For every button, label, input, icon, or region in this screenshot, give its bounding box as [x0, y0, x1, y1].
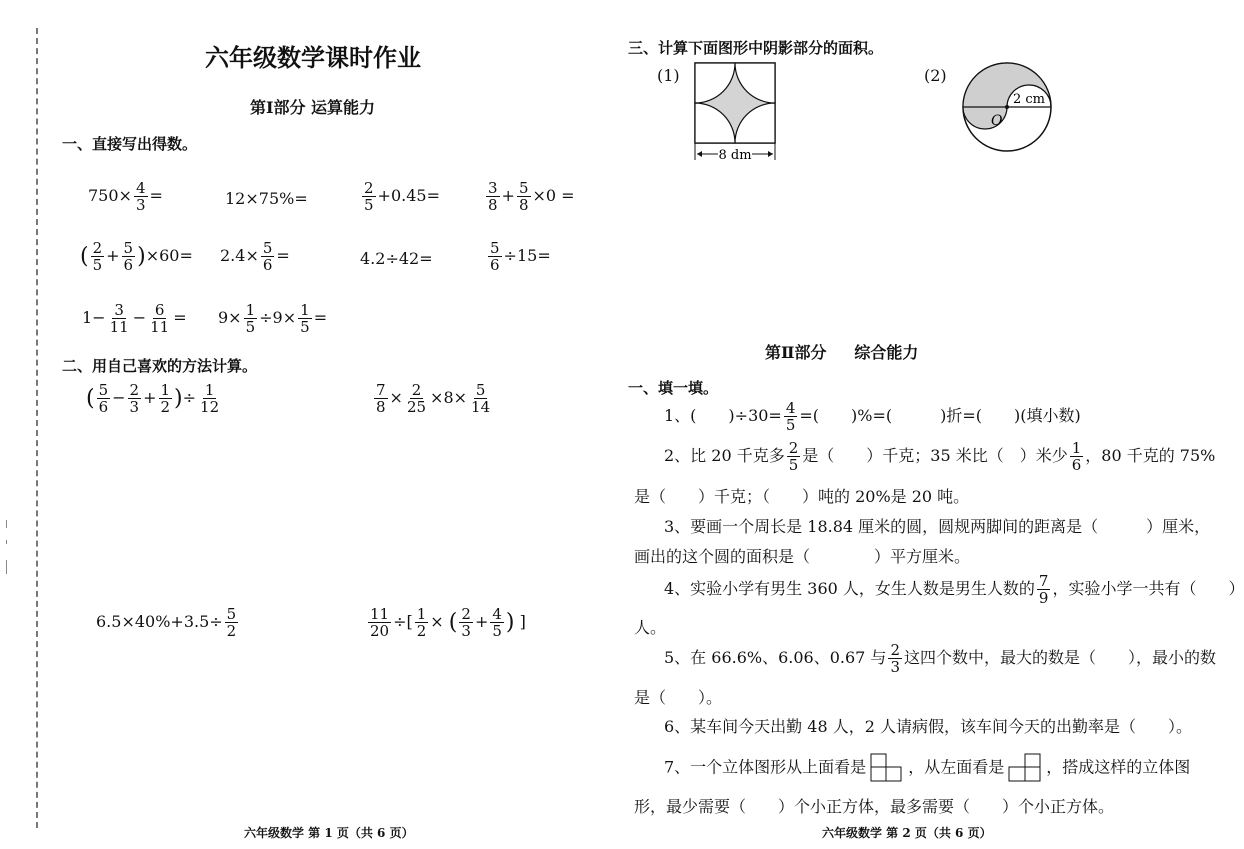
section3-heading: 三、计算下面图形中阴影部分的面积。 — [628, 39, 884, 57]
left-footer: 六年级数学 第 1 页（共 6 页） — [244, 826, 414, 840]
binding-mark — [6, 520, 7, 528]
fill-heading: 一、填一填。 — [628, 379, 719, 397]
question-7: 7、一个立体图形从上面看是 ，从左面看是 ，搭成这样的立体图 — [664, 753, 1190, 783]
right-footer: 六年级数学 第 2 页（共 6 页） — [822, 826, 992, 840]
part2-heading: 第Ⅱ部分 综合能力 — [765, 343, 919, 362]
question-1: 1、( )÷30= $\frac{4}{5}$ =( )%=( )折=( )(填小数) — [664, 399, 1081, 434]
expr-6: 2.4× $\frac{5}{6}$ = — [220, 239, 290, 274]
figure2-center-label: O — [991, 113, 1003, 129]
binding-line — [36, 28, 38, 828]
top-view-icon — [870, 753, 904, 783]
calc-1: ( $\frac{5}{6}$ − $\frac{2}{3}$ + $\frac{1}{2}$ )÷ $\frac{1}{12}$ — [86, 381, 220, 416]
expr-2: 12×75%= — [225, 189, 308, 208]
question-2: 2、比 20 千克多 $\frac{2}{5}$ 是（ ）千克；35 米比（ ）米少 $\frac{1}{6}$ ，80 千克的 75% — [664, 439, 1216, 474]
question-5: 5、在 66.6%、6.06、0.67 与 $\frac{2}{3}$ 这四个数中，最大的数是（ ），最小的数 — [664, 641, 1216, 676]
part1-heading: 第Ⅰ部分 运算能力 — [250, 98, 376, 117]
expr-5: ( $\frac{2}{5}$ + $\frac{5}{6}$ )×60= — [80, 239, 193, 274]
figure2-label: (2) — [924, 66, 947, 85]
section2-heading: 二、用自己喜欢的方法计算。 — [62, 357, 258, 375]
question-2-cont: 是（ ）千克；（ ）吨的 20%是 20 吨。 — [634, 487, 970, 506]
question-3: 3、要画一个周长是 18.84 厘米的圆，圆规两脚间的距离是（ ）厘米， — [664, 517, 1211, 536]
expr-9: 1− $\frac{3}{11}$ − $\frac{6}{11}$ = — [82, 301, 187, 336]
figure1-label: (1) — [657, 66, 680, 85]
question-5-cont: 是（ ）。 — [634, 688, 723, 707]
page-title: 六年级数学课时作业 — [205, 43, 421, 72]
figure2-dimension: 2 cm — [1013, 92, 1046, 107]
left-view-icon — [1008, 753, 1042, 783]
expr-7: 4.2÷42= — [360, 249, 433, 268]
figure2-circle — [955, 55, 1065, 165]
binding-mark — [6, 560, 7, 574]
binding-mark — [6, 540, 7, 544]
calc-3: 6.5×40%+3.5÷ $\frac{5}{2}$ — [96, 605, 237, 640]
question-4: 4、实验小学有男生 360 人，女生人数是男生人数的 $\frac{7}{9}$ ，实验小学一共有（ ） — [664, 572, 1244, 607]
section1-heading: 一、直接写出得数。 — [62, 135, 198, 153]
question-6: 6、某车间今天出勤 48 人，2 人请病假，该车间今天的出勤率是（ ）。 — [664, 717, 1192, 736]
expr-1: 750× $\frac{4}{3}$ = — [88, 179, 163, 214]
expr-4: $\frac{3}{8}$ + $\frac{5}{8}$ ×0 = — [488, 179, 575, 214]
expr-8: $\frac{5}{6}$ ÷15= — [490, 239, 551, 274]
expr-3: $\frac{2}{5}$ +0.45= — [364, 179, 440, 214]
calc-2: $\frac{7}{8}$ × $\frac{2}{25}$ ×8× $\frac{5}{14}$ — [376, 381, 491, 416]
question-4-cont: 人。 — [634, 618, 667, 637]
calc-4: $\frac{11}{20}$ ÷[ $\frac{1}{2}$ × ( $\frac{2}{3}$ + $\frac{4}{5}$ ) ] — [370, 605, 526, 640]
figure1-dimension: 8 dm — [718, 148, 752, 163]
question-7-cont: 形，最少需要（ ）个小正方体，最多需要（ ）个小正方体。 — [634, 797, 1115, 816]
question-3-cont: 画出的这个圆的面积是（ ）平方厘米。 — [634, 547, 971, 566]
expr-10: 9× $\frac{1}{5}$ ÷9× $\frac{1}{5}$ = — [218, 301, 328, 336]
figure1-square-arcs — [688, 60, 788, 168]
